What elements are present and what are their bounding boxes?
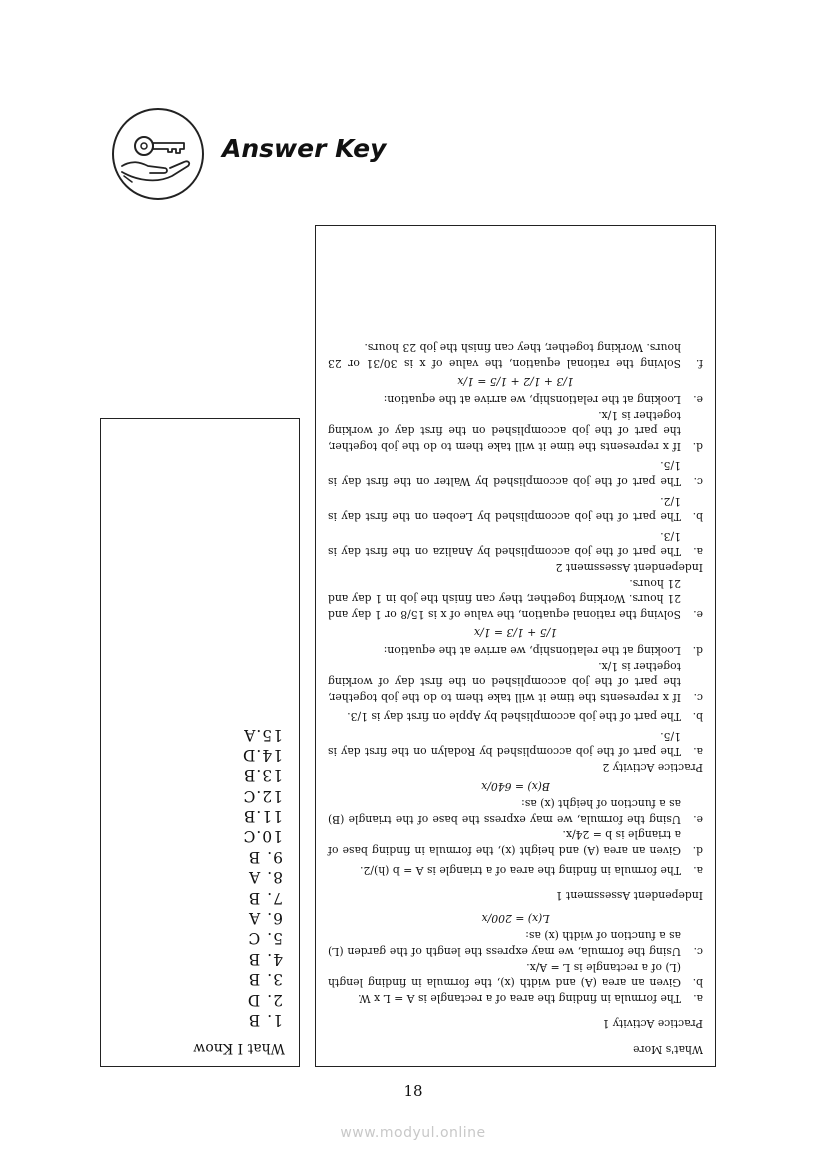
watermark: www.modyul.online: [340, 1125, 486, 1141]
answer-item-a: a. The formula in finding the area of a triangle is A = b (h)/2.: [360, 863, 703, 877]
answer-list: [115, 724, 285, 1030]
subsection-title: Practice Activity 2: [602, 761, 703, 775]
answer-item-f: f. Solving the rational equation, the value of x is 30/31 or 23 hours. Working together, they can finish the job 23 hours.: [328, 341, 703, 370]
answer-item-a: a. The part of the job accomplished by Rodalyn on the first day is 1/5.: [328, 729, 703, 759]
answer-item: 15.A: [243, 725, 283, 744]
answer-item: 11.B: [242, 807, 283, 826]
equation: B(x) = 640/x: [481, 779, 550, 793]
answer-item: 6. A: [248, 909, 283, 928]
answer-item-a: a. The part of the job accomplished by Analiza on the first day is 1/3.: [328, 529, 703, 559]
answer-item-b: b. Given an area (A) and width (x), the formula in finding length (L) of a rectangle is L = A/x.: [328, 960, 703, 990]
answer-item-d: d. Given an area (A) and height (x), the formula in finding base of a triangle is b = 24/x.: [328, 828, 703, 858]
answer-item-d: d. Looking at the relationship, we arrive at the equation:: [383, 643, 703, 657]
rotated-content: [101, 419, 299, 1066]
answer-item-d: d. If x represents the time it will take them to do the job together, the part of the job accomplished on the first day of working together is 1/x.: [328, 408, 703, 453]
answer-item-e: e. Looking at the relationship, we arrive at the equation:: [383, 393, 703, 407]
equation: L(x) = 200/x: [481, 911, 550, 925]
answer-item: 13.B: [242, 766, 283, 785]
whats-more-box: [315, 225, 716, 1067]
answer-item: 4. B: [247, 949, 283, 968]
page-number: 18: [403, 1082, 423, 1100]
answer-item-e: e. Using the formula, we may express the base of the triangle (B) as a function of height (x) as:: [328, 797, 703, 826]
answer-item: 8. A: [248, 868, 283, 887]
answer-item-e: e. Solving the rational equation, the value of x is 15/8 or 1 day and 21 hours. Working together, they can finish the job in 1 day and 21 hours.: [328, 576, 703, 621]
answer-item: 9. B: [247, 847, 283, 866]
answer-item: 10.C: [242, 827, 283, 846]
key-in-hand-icon: [112, 108, 204, 200]
subsection-title: Independent Assessment 2: [555, 560, 703, 574]
answer-item-b: b. The part of the job accomplished by Leoben on the first day is 1/2.: [328, 494, 703, 524]
equation: 1/5 + 1/3 = 1/x: [473, 626, 558, 640]
subsection-title: Independent Assessment 1: [555, 889, 703, 903]
answer-item-a: a. The formula in finding the area of a rectangle is A = L x W.: [358, 991, 703, 1005]
answer-item-c: c. If x represents the time it will take them to do the job together, the part of the job accomplished on the first day of working together is 1/x.: [328, 659, 703, 704]
page-title: Answer Key: [222, 134, 387, 163]
answer-item: 2. D: [246, 990, 283, 1009]
what-i-know-box: [100, 418, 300, 1067]
answer-item-b: b. The part of the job accomplished by Apple on first day is 1/3.: [347, 710, 703, 724]
section-title: What's More: [633, 1043, 703, 1056]
answer-item-c: c. The part of the job accomplished by Walter on the first day is 1/5.: [328, 459, 703, 488]
subsection-title: Practice Activity 1: [602, 1017, 703, 1031]
equation: 1/3 + 1/2 + 1/5 = 1/x: [457, 375, 574, 389]
answer-item-c: c. Using the formula, we may express the length of the garden (L) as a function of width (x) as:: [328, 929, 703, 959]
answer-item: 7. B: [247, 888, 283, 907]
answer-item: 3. B: [247, 970, 283, 989]
what-i-know-title: What I Know: [193, 1040, 285, 1056]
rotated-content: [316, 226, 715, 1066]
answer-item: 1. B: [247, 1011, 283, 1029]
answer-item: 14.D: [241, 745, 283, 764]
answer-item: 5. C: [247, 929, 283, 948]
answer-item: 12.C: [242, 786, 283, 805]
